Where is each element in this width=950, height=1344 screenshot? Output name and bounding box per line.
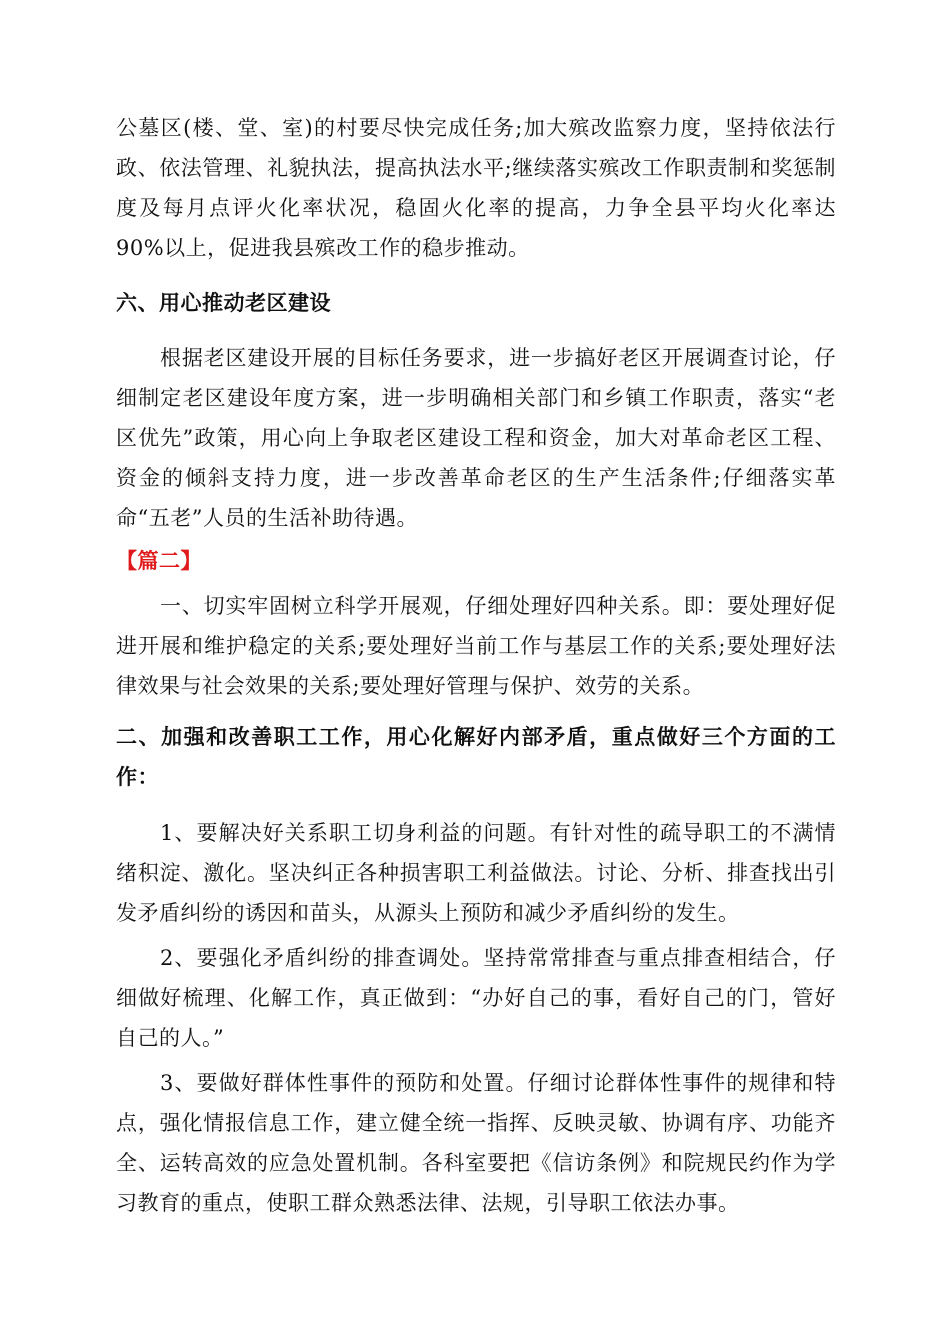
paragraph-item-three: 3、要做好群体性事件的预防和处置。仔细讨论群体性事件的规律和特点，强化情报信息工作，建立健全统一指挥、反映灵敏、协调有序、功能齐全、运转高效的应急处置机制。各科室要把《信访条例》和院规民约作为学习教育的重点，使职工群众熟悉法律、法规，引导职工依法办事。	[116, 1071, 836, 1215]
paragraph-item-two: 2、要强化矛盾纠纷的排查调处。坚持常常排查与重点排查相结合，仔细做好梳理、化解工作，真正做到：“办好自己的事，看好自己的门，管好自己的人。”	[116, 946, 836, 1050]
heading-section-six: 六、用心推动老区建设	[116, 290, 331, 315]
section-label-part-two: 【篇二】	[116, 548, 202, 573]
paragraph-four-relations: 一、切实牢固树立科学开展观，仔细处理好四种关系。即：要处理好促进开展和维护稳定的关系;要处理好当前工作与基层工作的关系;要处理好法律效果与社会效果的关系;要处理好管理与保护、效劳的关系。	[116, 594, 836, 698]
paragraph-old-revolutionary-areas: 根据老区建设开展的目标任务要求，进一步搞好老区开展调查讨论，仔细制定老区建设年度方案，进一步明确相关部门和乡镇工作职责，落实“老区优先”政策，用心向上争取老区建设工程和资金，加大对革命老区工程、资金的倾斜支持力度，进一步改善革命老区的生产生活条件;仔细落实革命“五老”人员的生活补助待遇。	[116, 346, 836, 530]
heading-section-two: 二、加强和改善职工工作，用心化解好内部矛盾，重点做好三个方面的工作：	[116, 724, 836, 789]
paragraph-cremation-reform: 公墓区(楼、堂、室)的村要尽快完成任务;加大殡改监察力度，坚持依法行政、依法管理、礼貌执法，提高执法水平;继续落实殡改工作职责制和奖惩制度及每月点评火化率状况，稳固火化率的提高，力争全县平均火化率达 90%以上，促进我县殡改工作的稳步推动。	[116, 116, 836, 260]
paragraph-item-one: 1、要解决好关系职工切身利益的问题。有针对性的疏导职工的不满情绪积淀、激化。坚决纠正各种损害职工利益做法。讨论、分析、排查找出引发矛盾纠纷的诱因和苗头，从源头上预防和减少矛盾纠纷的发生。	[116, 821, 836, 925]
